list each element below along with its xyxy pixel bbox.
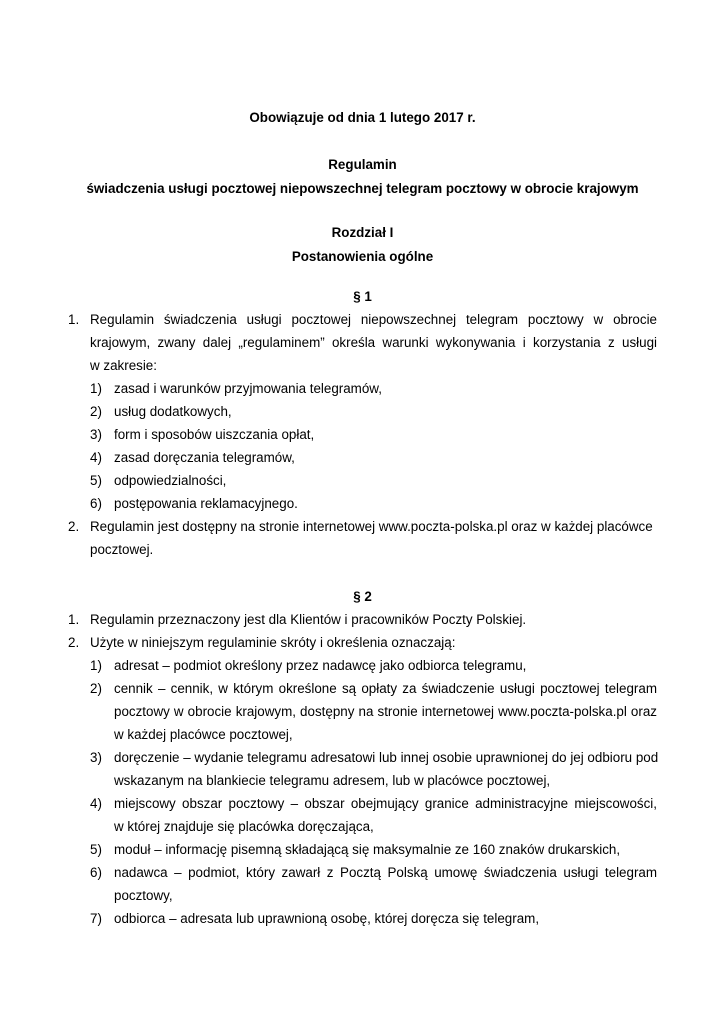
definition-number: 7) (90, 911, 102, 926)
list-item: zasad i warunków przyjmowania telegramów, (114, 381, 382, 396)
paragraph-number: 1. (68, 312, 80, 327)
definition-line: doręczenie – wydanie telegramu adresatowi lub innej osobie uprawnionej do jej odbioru pod (114, 750, 659, 765)
definition-number: 6) (90, 865, 102, 880)
list-item: odpowiedzialności, (114, 473, 227, 488)
list-item: zasad doręczania telegramów, (114, 450, 295, 465)
paragraph-line: krajowym, zwany dalej „regulaminem” określa warunki wykonywania i korzystania z usługi (90, 335, 657, 350)
paragraph-line: Regulamin jest dostępny na stronie internetowej www.poczta-polska.pl oraz w każdej placówce (90, 519, 653, 534)
list-number: 5) (90, 473, 102, 488)
list-number: 6) (90, 496, 102, 511)
list-number: 3) (90, 427, 102, 442)
definition-line: cennik – cennik, w którym określone są opłaty za świadczenie usługi pocztowej telegram (114, 681, 657, 696)
definition-number: 1) (90, 658, 102, 673)
definition-line: nadawca – podmiot, który zawarł z Pocztą Polską umowę świadczenia usługi telegram (114, 865, 657, 880)
list-number: 4) (90, 450, 102, 465)
paragraph-line: Regulamin przeznaczony jest dla Klientów i pracowników Poczty Polskiej. (90, 612, 527, 627)
paragraph-number: 1. (68, 612, 80, 627)
definition-number: 3) (90, 750, 102, 765)
paragraph-line: Regulamin świadczenia usługi pocztowej niepowszechnej telegram pocztowy w obrocie (90, 312, 657, 327)
definition-number: 2) (90, 681, 102, 696)
list-number: 2) (90, 404, 102, 419)
list-item: form i sposobów uiszczania opłat, (114, 427, 315, 442)
definition-line: pocztowy w obrocie krajowym, dostępny na stronie internetowej www.poczta-polska.pl oraz (114, 704, 657, 719)
definition-number: 4) (90, 796, 102, 811)
definition-line: w której znajduje się placówka doręczająca, (114, 819, 374, 834)
paragraph-number: 2. (68, 519, 80, 534)
definition-line: miejscowy obszar pocztowy – obszar obejmujący granice administracyjne miejscowości, (114, 796, 657, 811)
section-2-mark: § 2 (353, 589, 372, 604)
paragraph-line: Użyte w niniejszym regulaminie skróty i określenia oznaczają: (90, 635, 456, 650)
paragraph-line: w zakresie: (90, 358, 157, 373)
document-subtitle: świadczenia usługi pocztowej niepowszechnej telegram pocztowy w obrocie krajowym (86, 181, 639, 196)
document-title: Regulamin (328, 157, 397, 172)
effective-date: Obowiązuje od dnia 1 lutego 2017 r. (249, 110, 476, 125)
list-item: postępowania reklamacyjnego. (114, 496, 298, 511)
definition-number: 5) (90, 842, 102, 857)
chapter-label: Rozdział I (331, 225, 394, 240)
definition-line: moduł – informację pisemną składającą się maksymalnie ze 160 znaków drukarskich, (114, 842, 621, 857)
list-item: usług dodatkowych, (114, 404, 232, 419)
definition-line: pocztowy, (114, 888, 173, 903)
paragraph-line: pocztowej. (90, 542, 154, 557)
definition-line: w każdej placówce pocztowej, (114, 727, 293, 742)
definition-line: adresat – podmiot określony przez nadawcę jako odbiorca telegramu, (114, 658, 527, 673)
definition-line: wskazanym na blankiecie telegramu adresem, lub w placówce pocztowej, (114, 773, 551, 788)
paragraph-number: 2. (68, 635, 80, 650)
section-1-mark: § 1 (353, 289, 372, 304)
chapter-title: Postanowienia ogólne (291, 249, 434, 264)
list-number: 1) (90, 381, 102, 396)
definition-line: odbiorca – adresata lub uprawnioną osobę, której doręcza się telegram, (114, 911, 540, 926)
